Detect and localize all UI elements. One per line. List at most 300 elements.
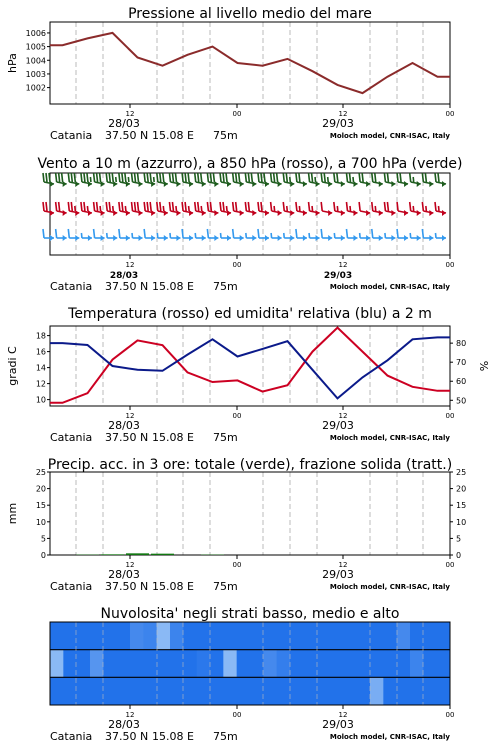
barb-feather <box>160 202 161 211</box>
barb-feather <box>125 173 126 182</box>
panel-1 <box>6 6 454 142</box>
barb-arrowhead <box>341 210 345 216</box>
cloud-cell <box>117 677 131 705</box>
wind-barb <box>221 233 232 241</box>
wind-barb <box>43 173 54 187</box>
barb-arrowhead <box>126 235 130 241</box>
y-tick-label: 16 <box>35 347 46 357</box>
y-axis-label: gradi C <box>6 346 19 386</box>
plot-frame <box>50 173 450 255</box>
barb-feather <box>198 173 199 182</box>
station-lat: 37.50 N <box>105 730 149 743</box>
wind-barb <box>157 233 168 241</box>
barb-feather <box>435 173 436 182</box>
wind-barb <box>157 173 168 187</box>
barb-feather <box>160 173 161 182</box>
cloud-cell <box>437 677 451 705</box>
cloud-cell <box>223 622 237 650</box>
wind-barb <box>182 173 193 187</box>
cloud-cell <box>237 677 251 705</box>
wind-barb <box>321 202 332 216</box>
y-tick-label: 1002 <box>25 83 46 93</box>
barb-feather <box>334 173 335 182</box>
barb-half-feather <box>195 233 196 238</box>
barb-arrowhead <box>303 210 307 216</box>
cloud-cell <box>63 650 77 678</box>
wind-barb <box>334 233 345 241</box>
barb-arrowhead <box>139 235 143 241</box>
barb-feather <box>135 202 136 211</box>
barb-feather <box>172 173 173 182</box>
station-name: Catania <box>50 431 93 444</box>
barb-feather <box>59 173 60 182</box>
x-tick-label: 12 <box>338 110 348 118</box>
barb-feather <box>198 202 199 211</box>
cloud-cell <box>330 677 344 705</box>
model-credit: Moloch model, CNR-ISAC, Italy <box>329 434 450 442</box>
barb-arrowhead <box>442 235 446 241</box>
wind-barb <box>107 233 118 241</box>
barb-arrowhead <box>341 181 345 187</box>
cloud-cell <box>263 677 277 705</box>
wind-barb <box>195 233 206 241</box>
barb-feather <box>97 173 98 182</box>
barb-feather <box>296 202 297 211</box>
cloud-cell <box>277 622 291 650</box>
barb-half-feather <box>163 206 164 211</box>
barb-half-feather <box>221 233 222 238</box>
barb-half-feather <box>385 233 386 238</box>
barb-arrowhead <box>176 235 180 241</box>
barb-feather <box>334 202 335 211</box>
y-tick-label: 25 <box>456 468 467 477</box>
barb-half-feather <box>189 206 190 211</box>
wind-barb <box>182 202 193 216</box>
cloud-cell <box>77 622 91 650</box>
y-tick-label: 15 <box>456 501 467 511</box>
barb-feather <box>210 173 211 182</box>
wind-barb <box>182 229 193 241</box>
cloud-cell <box>423 650 437 678</box>
y-axis-label: mm <box>6 502 19 525</box>
barb-half-feather <box>353 177 354 182</box>
barb-feather <box>384 202 385 211</box>
barb-feather <box>59 202 60 211</box>
cloud-cell <box>290 650 304 678</box>
wind-barb <box>207 229 218 241</box>
barb-arrowhead <box>391 210 395 216</box>
barb-half-feather <box>274 206 275 211</box>
barb-feather <box>144 229 145 238</box>
barb-feather <box>122 202 123 211</box>
barb-feather <box>438 173 439 182</box>
barb-arrowhead <box>341 235 345 241</box>
cloud-cell <box>130 650 144 678</box>
cloud-cell <box>170 650 184 678</box>
barb-feather <box>71 173 72 182</box>
cloud-cell <box>50 677 64 705</box>
barb-feather <box>321 229 322 238</box>
date-label: 29/03 <box>322 117 354 130</box>
cloud-cell <box>170 677 184 705</box>
y-tick-label: 5 <box>40 534 46 544</box>
y-tick-label: 5 <box>456 534 462 544</box>
station-elev: 75m <box>213 580 238 593</box>
barb-feather <box>321 202 322 211</box>
barb-feather <box>362 173 363 182</box>
wind-barb <box>68 173 79 187</box>
barb-feather <box>169 202 170 211</box>
barb-feather <box>195 173 196 182</box>
panel-3 <box>6 306 491 444</box>
station-lon: 15.08 E <box>152 431 194 444</box>
wind-barb <box>271 233 282 241</box>
barb-half-feather <box>107 233 108 238</box>
barb-feather <box>239 173 240 182</box>
precip-bar <box>126 553 149 555</box>
x-tick-label: 12 <box>338 261 348 269</box>
cloud-cell <box>383 622 397 650</box>
barb-half-feather <box>157 233 158 238</box>
x-tick-label: 00 <box>445 261 455 269</box>
barb-feather <box>296 173 297 182</box>
panel-title: Pressione al livello medio del mare <box>128 6 372 22</box>
wind-barb <box>296 202 307 216</box>
barb-half-feather <box>100 206 101 211</box>
station-lat: 37.50 N <box>105 129 149 142</box>
cloud-cell <box>117 650 131 678</box>
barb-feather <box>274 173 275 182</box>
panel-title: Vento a 10 m (azzurro), a 850 hPa (rosso), a 700 hPa (verde) <box>37 156 463 172</box>
barb-arrowhead <box>404 181 408 187</box>
barb-arrowhead <box>417 210 421 216</box>
barb-arrowhead <box>353 235 357 241</box>
barb-feather <box>220 173 221 182</box>
wind-barb <box>397 173 408 187</box>
cloud-cell <box>250 622 264 650</box>
barb-feather <box>286 173 287 182</box>
barb-half-feather <box>426 206 427 211</box>
barb-feather <box>147 173 148 182</box>
cloud-cell <box>343 622 357 650</box>
barb-half-feather <box>375 206 376 211</box>
barb-feather <box>68 229 69 238</box>
y-tick-label: 25 <box>35 468 46 477</box>
barb-half-feather <box>360 233 361 238</box>
barb-feather <box>106 202 107 211</box>
barb-arrowhead <box>202 235 206 241</box>
y-tick-label: 60 <box>456 377 467 387</box>
barb-feather <box>299 173 300 182</box>
cloud-cell <box>170 622 184 650</box>
barb-feather <box>258 173 259 182</box>
station-lon: 15.08 E <box>152 730 194 743</box>
barb-feather <box>349 173 350 182</box>
barb-arrowhead <box>265 235 269 241</box>
wind-barb <box>119 173 130 187</box>
barb-feather <box>283 202 284 211</box>
wind-barb <box>169 202 180 216</box>
wind-barb <box>359 173 370 187</box>
barb-arrowhead <box>189 235 193 241</box>
cloud-cell <box>383 677 397 705</box>
barb-feather <box>188 173 189 182</box>
cloud-cell <box>103 677 117 705</box>
barb-feather <box>346 202 347 211</box>
wind-barb <box>157 202 168 216</box>
panel-title: Nuvolosita' negli strati basso, medio e alto <box>100 606 400 622</box>
cloud-cell <box>250 677 264 705</box>
wind-barb <box>132 233 143 241</box>
barb-arrowhead <box>379 210 383 216</box>
barb-feather <box>94 202 95 211</box>
wind-barb <box>271 173 282 187</box>
cloud-cell <box>383 650 397 678</box>
wind-barb <box>384 173 395 187</box>
cloud-cell <box>50 650 64 678</box>
cloud-cell <box>423 622 437 650</box>
cloud-cell <box>210 622 224 650</box>
barb-arrowhead <box>379 235 383 241</box>
wind-barb <box>106 202 117 216</box>
x-tick-label: 12 <box>125 711 135 719</box>
cloud-cell <box>197 622 211 650</box>
cloud-cell <box>277 650 291 678</box>
station-name: Catania <box>50 129 93 142</box>
barb-feather <box>81 202 82 211</box>
barb-feather <box>157 202 158 211</box>
station-elev: 75m <box>213 129 238 142</box>
wind-barb <box>372 229 383 241</box>
cloud-cell <box>143 622 157 650</box>
wind-barb <box>56 202 67 216</box>
barb-half-feather <box>312 206 313 211</box>
barb-feather <box>312 173 313 182</box>
wind-barb <box>220 202 231 216</box>
barb-feather <box>87 173 88 182</box>
barb-feather <box>94 173 95 182</box>
y-tick-label: 10 <box>35 395 46 405</box>
wind-barb <box>422 229 433 241</box>
cloud-cell <box>90 650 104 678</box>
barb-feather <box>226 173 227 182</box>
wind-barb <box>195 173 206 187</box>
barb-feather <box>43 173 44 182</box>
barb-arrowhead <box>88 235 92 241</box>
barb-feather <box>233 173 234 182</box>
cloud-cell <box>117 622 131 650</box>
barb-arrowhead <box>265 210 269 216</box>
barb-arrowhead <box>442 210 446 216</box>
x-tick-label: 00 <box>445 412 455 420</box>
barb-feather <box>236 202 237 211</box>
date-label: 29/03 <box>322 568 354 581</box>
cloud-cell <box>437 650 451 678</box>
barb-half-feather <box>201 206 202 211</box>
wind-barb <box>309 233 320 241</box>
barb-feather <box>150 202 151 211</box>
station-elev: 75m <box>213 280 238 293</box>
barb-feather <box>245 173 246 182</box>
barb-feather <box>172 202 173 211</box>
barb-arrowhead <box>353 210 357 216</box>
barb-feather <box>97 202 98 211</box>
y-tick-label: 50 <box>456 396 467 406</box>
wind-barb <box>360 233 371 241</box>
cloud-cell <box>357 677 371 705</box>
barb-half-feather <box>128 177 129 182</box>
y-tick-label: 1004 <box>25 56 46 66</box>
wind-barb <box>346 173 357 187</box>
station-name: Catania <box>50 580 93 593</box>
panel-5 <box>50 606 454 743</box>
cloud-cell <box>397 650 411 678</box>
precip-bar <box>101 554 124 555</box>
barb-feather <box>144 202 145 211</box>
barb-arrowhead <box>278 235 282 241</box>
y-tick-label: 18 <box>35 331 46 341</box>
barb-half-feather <box>436 233 437 238</box>
model-credit: Moloch model, CNR-ISAC, Italy <box>329 132 450 140</box>
cloud-cell <box>277 677 291 705</box>
barb-feather <box>132 173 133 182</box>
barb-half-feather <box>299 206 300 211</box>
barb-half-feather <box>132 233 133 238</box>
barb-feather <box>248 173 249 182</box>
cloud-cell <box>130 677 144 705</box>
barb-feather <box>185 202 186 211</box>
barb-half-feather <box>90 177 91 182</box>
barb-arrowhead <box>252 210 256 216</box>
barb-arrowhead <box>316 210 320 216</box>
cloud-cell <box>77 677 91 705</box>
y-tick-label: 10 <box>456 517 467 527</box>
cloud-cell <box>290 677 304 705</box>
cloud-cell <box>157 622 171 650</box>
pressure-line <box>50 33 450 93</box>
precip-bar <box>151 554 174 555</box>
barb-feather <box>245 202 246 211</box>
cloud-cell <box>370 650 384 678</box>
barb-arrowhead <box>290 235 294 241</box>
station-lon: 15.08 E <box>152 129 194 142</box>
wind-barb <box>233 173 244 187</box>
wind-barb <box>195 202 206 216</box>
wind-barb <box>119 229 130 241</box>
barb-feather <box>119 202 120 211</box>
barb-arrowhead <box>240 235 244 241</box>
barb-half-feather <box>113 206 114 211</box>
y-axis-label: hPa <box>6 53 19 73</box>
barb-arrowhead <box>391 235 395 241</box>
wind-barb <box>296 229 307 241</box>
cloud-cell <box>330 622 344 650</box>
barb-feather <box>100 173 101 182</box>
barb-feather <box>147 202 148 211</box>
barb-feather <box>296 229 297 238</box>
barb-feather <box>435 202 436 211</box>
barb-feather <box>201 173 202 182</box>
barb-arrowhead <box>75 235 79 241</box>
wind-barb <box>68 229 79 241</box>
barb-half-feather <box>337 206 338 211</box>
cloud-cell <box>397 622 411 650</box>
barb-feather <box>422 202 423 211</box>
date-label: 28/03 <box>108 117 140 130</box>
wind-barb <box>334 202 345 216</box>
wind-barb <box>220 173 231 187</box>
cloud-cell <box>263 650 277 678</box>
wind-barb <box>245 173 256 187</box>
cloud-cell <box>183 622 197 650</box>
cloud-cell <box>410 650 424 678</box>
barb-feather <box>182 202 183 211</box>
barb-half-feather <box>284 233 285 238</box>
barb-feather <box>233 229 234 238</box>
station-lat: 37.50 N <box>105 580 149 593</box>
barb-feather <box>49 173 50 182</box>
cloud-cell <box>223 677 237 705</box>
cloud-cell <box>197 650 211 678</box>
cloud-cell <box>397 677 411 705</box>
barb-feather <box>195 202 196 211</box>
barb-feather <box>94 229 95 238</box>
wind-barb <box>56 173 67 187</box>
barb-arrowhead <box>417 181 421 187</box>
barb-arrowhead <box>404 235 408 241</box>
station-lat: 37.50 N <box>105 431 149 444</box>
y-tick-label: 70 <box>456 358 467 368</box>
barb-arrowhead <box>50 210 54 216</box>
wind-barb <box>207 173 218 187</box>
barb-feather <box>261 202 262 211</box>
barb-feather <box>74 173 75 182</box>
wind-barb <box>321 229 332 241</box>
wind-barb <box>169 173 180 187</box>
barb-arrowhead <box>252 235 256 241</box>
wind-barb <box>81 173 92 187</box>
barb-half-feather <box>350 206 351 211</box>
barb-feather <box>213 173 214 182</box>
barb-feather <box>46 173 47 182</box>
barb-feather <box>346 229 347 238</box>
barb-arrowhead <box>214 210 218 216</box>
barb-half-feather <box>87 206 88 211</box>
barb-feather <box>400 173 401 182</box>
barb-feather <box>138 173 139 182</box>
barb-arrowhead <box>316 235 320 241</box>
cloud-cell <box>410 622 424 650</box>
cloud-cell <box>50 622 64 650</box>
station-name: Catania <box>50 730 93 743</box>
barb-feather <box>56 229 57 238</box>
cloud-cell <box>317 650 331 678</box>
cloud-cell <box>423 677 437 705</box>
cloud-cell <box>90 622 104 650</box>
barb-arrowhead <box>429 210 433 216</box>
barb-arrowhead <box>214 235 218 241</box>
x-tick-label: 12 <box>338 561 348 569</box>
wind-barb <box>321 173 332 187</box>
wind-barb <box>68 202 79 216</box>
panel-title: Precip. acc. in 3 ore: totale (verde), frazione solida (tratt.) <box>47 457 453 473</box>
barb-feather <box>84 202 85 211</box>
barb-feather <box>220 202 221 211</box>
y-tick-label: 20 <box>35 484 46 494</box>
station-lon: 15.08 E <box>152 580 194 593</box>
wind-barb <box>346 229 357 241</box>
cloud-cell <box>343 677 357 705</box>
